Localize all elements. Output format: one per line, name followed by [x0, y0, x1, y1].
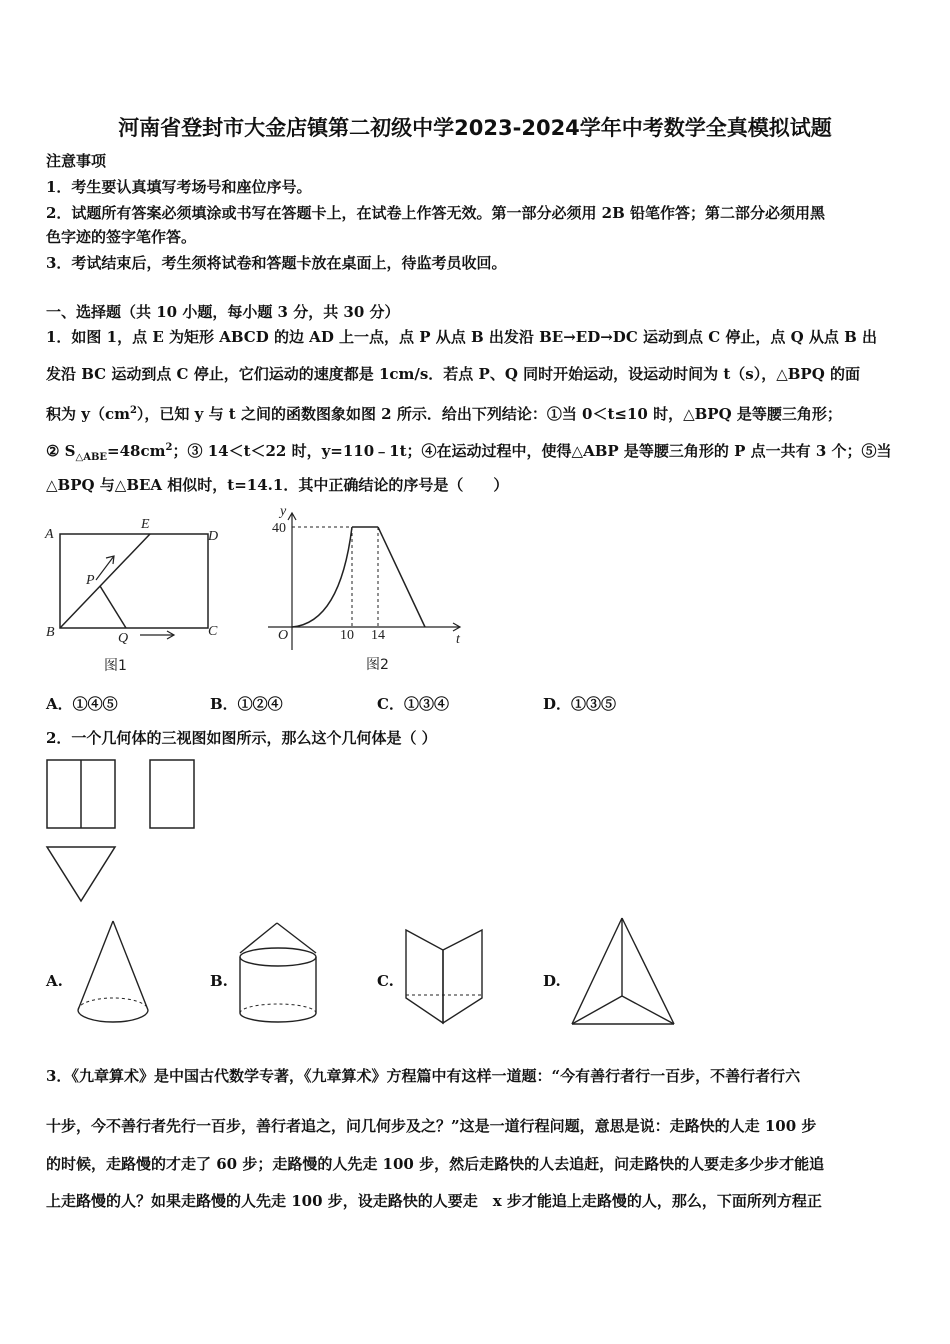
q1-line-3-part-a: 积为 y（cm [46, 405, 130, 423]
tick-14: 14 [371, 628, 385, 643]
q1-figure-2 [260, 505, 480, 680]
q2-option-a-cone[interactable] [70, 915, 160, 1030]
notice-line-3: 3．考试结束后，考生须将试卷和答题卡放在桌面上，待监考员收回。 [46, 254, 507, 272]
q2-three-views [40, 755, 210, 910]
q1-line-1: 1．如图 1，点 E 为矩形 ABCD 的边 AD 上一点，点 P 从点 B 出发沿 BE→ED→DC 运动到点 C 停止，点 Q 从点 B 出 [46, 328, 877, 346]
q1-sup-1: 2 [129, 405, 137, 416]
label-B: B [46, 625, 55, 640]
q2-option-b-label[interactable]: B. [210, 972, 228, 990]
q1-line-5: △BPQ 与△BEA 相似时，t=14.1．其中正确结论的序号是（ ） [46, 476, 509, 494]
q2-text: 2．一个几何体的三视图如图所示，那么这个几何体是（ ） [46, 729, 437, 747]
q1-line-4-part-a: ② S [46, 442, 76, 460]
q1-option-c[interactable]: C．①③④ [377, 695, 449, 713]
figure-1-caption: 图1 [104, 658, 127, 674]
q2-option-b-cone-cylinder[interactable] [232, 915, 327, 1030]
q2-option-d-label[interactable]: D. [543, 972, 561, 990]
q1-option-d[interactable]: D．①③⑤ [543, 695, 617, 713]
q1-sup-2: 2 [165, 442, 173, 453]
q1-line-3 [46, 401, 842, 424]
tick-40: 40 [272, 521, 286, 536]
section-heading: 一、选择题（共 10 小题，每小题 3 分，共 30 分） [46, 303, 400, 321]
q3-number: 3． [46, 1067, 72, 1085]
q3-line-1 [46, 1066, 800, 1086]
notice-line-2b: 色字迹的签字笔作答。 [46, 228, 197, 246]
origin-label: O [278, 628, 289, 643]
notice-line-1: 1．考生要认真填写考场号和座位序号。 [46, 178, 312, 196]
q3-line-4: 上走路慢的人？如果走路慢的人先走 100 步，设走路快的人要走 x 步才能追上走路慢的人，那么，下面所列方程正 [46, 1192, 822, 1210]
q2-option-c-label[interactable]: C. [377, 972, 394, 990]
q1-line-4 [46, 438, 892, 468]
q3-book-1: 《九章算术》 [71, 1067, 154, 1085]
label-P: P [86, 573, 95, 588]
q1-line-4-part-c: ；③ 14＜t＜22 时，y=110﹣1t；④在运动过程中，使得△ABP 是等腰三角形的 P 点一共有 3 个；⑤当 [172, 442, 892, 460]
label-D: D [208, 529, 219, 544]
q3-book-2: 《九章算术》 [303, 1067, 387, 1085]
q1-option-b[interactable]: B．①②④ [210, 695, 283, 713]
notice-line-2a: 2．试题所有答案必须填涂或书写在答题卡上，在试卷上作答无效。第一部分必须用 2B 铅笔作答；第二部分必须用黑 [46, 204, 826, 222]
q2-option-c-prism[interactable] [400, 920, 495, 1030]
label-C: C [208, 624, 218, 639]
axis-label-t: t [456, 632, 460, 647]
q1-figure-1 [40, 508, 240, 678]
notice-heading: 注意事项 [46, 152, 107, 170]
q1-option-a[interactable]: A．①④⑤ [46, 695, 118, 713]
q3-line-3: 的时候，走路慢的才走了 60 步；走路慢的人先走 100 步，然后走路快的人去追赶，问走路快的人要走多少步才能追 [46, 1155, 825, 1173]
q1-line-2: 发沿 BC 运动到点 C 停止，它们运动的速度都是 1cm/s．若点 P、Q 同时开始运动，设运动时间为 t（s），△BPQ 的面 [46, 365, 860, 383]
axis-label-y: y [280, 504, 287, 519]
q1-line-3-part-b: ），已知 y 与 t 之间的函数图象如图 2 所示．给出下列结论：①当 0＜t≤10 时，△BPQ 是等腰三角形； [136, 405, 842, 423]
q2-option-d-pyramid[interactable] [566, 912, 681, 1032]
q3-line-1-part-c: 方程篇中有这样一道题：“今有善行者行一百步，不善行者行六 [386, 1067, 801, 1085]
label-Q: Q [118, 631, 129, 646]
q1-line-4-part-b: =48cm [107, 442, 166, 460]
tick-10: 10 [340, 628, 354, 643]
q2-option-a-label[interactable]: A. [46, 972, 63, 990]
label-A: A [45, 527, 54, 542]
q3-line-1-part-b: 是中国古代数学专著， [153, 1067, 304, 1085]
q1-sub: △ABE [75, 452, 108, 463]
q3-line-2: 十步，今不善行者先行一百步，善行者追之，问几何步及之？”这是一道行程问题，意思是说：走路快的人走 100 步 [46, 1117, 817, 1135]
label-E: E [141, 517, 150, 532]
figure-2-caption: 图2 [366, 657, 389, 673]
page-title: 河南省登封市大金店镇第二初级中学2023-2024学年中考数学全真模拟试题 [118, 116, 832, 140]
